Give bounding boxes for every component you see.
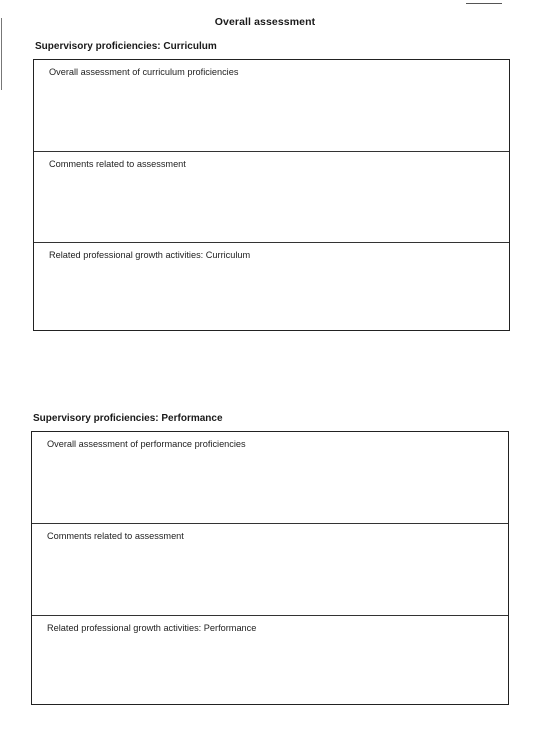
scan-artifact-line bbox=[466, 3, 502, 4]
field-label: Comments related to assessment bbox=[49, 159, 186, 169]
scan-artifact-edge bbox=[1, 18, 2, 90]
curriculum-assessment-form bbox=[33, 59, 510, 331]
section-heading-performance: Supervisory proficiencies: Performance bbox=[33, 413, 223, 424]
growth-activities-field[interactable] bbox=[32, 615, 508, 704]
page-title: Overall assessment bbox=[214, 16, 316, 28]
field-label: Related professional growth activities: Curriculum bbox=[49, 250, 251, 260]
field-label: Overall assessment of performance proficiencies bbox=[47, 439, 246, 449]
field-label: Related professional growth activities: Performance bbox=[47, 623, 257, 633]
field-label: Comments related to assessment bbox=[47, 531, 184, 541]
comments-field[interactable] bbox=[34, 151, 509, 242]
overall-assessment-field[interactable] bbox=[32, 432, 508, 523]
section-heading-curriculum: Supervisory proficiencies: Curriculum bbox=[35, 41, 217, 52]
growth-activities-field[interactable] bbox=[34, 242, 509, 330]
field-label: Overall assessment of curriculum proficiencies bbox=[49, 67, 239, 77]
performance-assessment-form bbox=[31, 431, 509, 705]
overall-assessment-field[interactable] bbox=[34, 60, 509, 151]
comments-field[interactable] bbox=[32, 523, 508, 615]
